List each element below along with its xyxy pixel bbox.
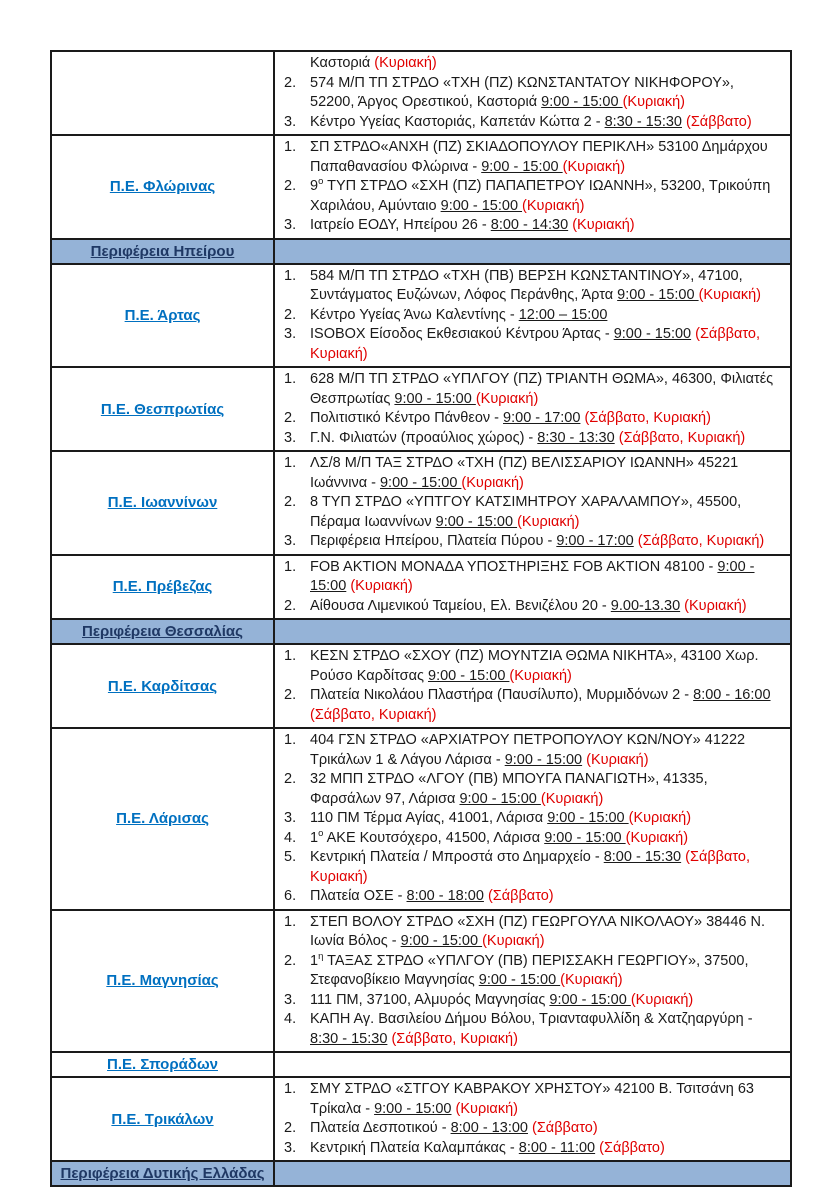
item-number: 3. — [284, 113, 297, 130]
locations-cell — [275, 452, 790, 554]
region-cell — [52, 136, 275, 238]
item-text: Περιφέρεια Ηπείρου, Πλατεία Πύρου - 9:00 - 17:00 (Σάββατο, Κυριακή) — [310, 533, 765, 549]
list-item — [275, 991, 782, 1011]
locations-cell — [275, 1053, 790, 1076]
band-empty-cell — [275, 620, 790, 643]
table-row — [52, 1051, 790, 1076]
locations-cell — [275, 368, 790, 450]
table-row — [52, 450, 790, 554]
item-number: 2. — [284, 410, 297, 426]
list-item — [275, 1139, 782, 1159]
region-cell — [52, 645, 275, 727]
region-label: Π.Ε. Λάρισας — [116, 810, 209, 828]
item-number: 1. — [284, 648, 297, 664]
locations-cell — [275, 265, 790, 367]
item-number: 2. — [284, 597, 297, 614]
list-item — [275, 532, 782, 552]
region-cell — [52, 368, 275, 450]
item-number: 1. — [284, 732, 297, 748]
list-item — [275, 848, 782, 887]
item-number: 2. — [284, 494, 297, 510]
region-band-label: Περιφέρεια Ηπείρου — [90, 242, 235, 260]
region-band-label: Περιφέρεια Θεσσαλίας — [82, 623, 243, 640]
table-row — [52, 554, 790, 619]
band-empty-cell — [275, 240, 790, 263]
table-row — [52, 643, 790, 727]
item-text: 574 Μ/Π ΤΠ ΣΤΡΔΟ «ΤΧΗ (ΠΖ) ΚΩΝΣΤΑΝΤΑΤΟΥ ΝΙΚΗΦΟΡΟΥ», 52200, Άργος Ορεστικού, Καστοριά 9:00 - 15:00 (Κυριακή) — [310, 74, 734, 110]
item-text: ΚΑΠΗ Αγ. Βασιλείου Δήμου Βόλου, Τριανταφυλλίδη & Χατζηαργύρη - 8:30 - 15:30 (Σάββατο, Κυριακή) — [310, 1011, 753, 1047]
list-item — [275, 409, 782, 429]
table-row — [52, 1076, 790, 1160]
item-number: 5. — [284, 849, 297, 865]
locations-cell — [275, 1078, 790, 1160]
region-label: Π.Ε. Θεσπρωτίας — [100, 400, 225, 418]
item-text: ISOBOX Είσοδος Εκθεσιακού Κέντρου Άρτας - 9:00 - 15:00 (Σάββατο, Κυριακή) — [310, 326, 760, 362]
item-number: 2. — [284, 178, 297, 194]
list-item — [275, 597, 782, 617]
list-item — [275, 267, 782, 306]
item-text: Πολιτιστικό Κέντρο Πάνθεον - 9:00 - 17:00 (Σάββατο, Κυριακή) — [310, 410, 711, 426]
list-item — [275, 731, 782, 770]
item-text: ΚΕΣΝ ΣΤΡΔΟ «ΣΧΟΥ (ΠΖ) ΜΟΥΝΤΖΙΑ ΘΩΜΑ ΝΙΚΗΤΑ», 43100 Χωρ. Ρούσο Καρδίτσας 9:00 - 15:00 (Κυριακή) — [310, 648, 759, 684]
item-number: 3. — [284, 326, 297, 342]
region-label: Π.Ε. Μαγνησίας — [106, 972, 219, 990]
table-row — [52, 727, 790, 909]
item-number: 4. — [284, 829, 297, 846]
item-text: 584 Μ/Π ΤΠ ΣΤΡΔΟ «ΤΧΗ (ΠΒ) ΒΕΡΣΗ ΚΩΝΣΤΑΝΤΙΝΟΥ», 47100, Συντάγματος Ευζώνων, Λόφος Περάνθης, Άρτα 9:00 - 15:00 (Κυριακή) — [310, 267, 762, 303]
table-row — [52, 52, 790, 134]
list-item — [275, 429, 782, 449]
region-label: Π.Ε. Σποράδων — [107, 1056, 218, 1073]
list-item — [275, 454, 782, 493]
item-text: $9^o$ ΤΥΠ ΣΤΡΔΟ «ΣΧΗ (ΠΖ) ΠΑΠΑΠΕΤΡΟΥ ΙΩΑΝΝΗ», 53200, Τρικούπη Χαριλάου, Αμύνταιο 9:00 - 15:00 (Κυριακή) — [310, 176, 771, 214]
item-text: Κεντρική Πλατεία Καλαμπάκας - 8:00 - 11:00 (Σάββατο) — [310, 1139, 665, 1156]
region-band-row — [52, 1160, 790, 1185]
list-item — [275, 138, 782, 177]
region-label: Π.Ε. Πρέβεζας — [112, 578, 213, 596]
item-number: 2. — [284, 952, 297, 969]
item-text: 110 ΠΜ Τέρμα Αγίας, 41001, Λάρισα 9:00 - 15:00 (Κυριακή) — [310, 810, 692, 826]
item-text: 628 Μ/Π ΤΠ ΣΤΡΔΟ «ΥΠΛΓΟΥ (ΠΖ) ΤΡΙΑΝΤΗ ΘΩΜΑ», 46300, Φιλιατές Θεσπρωτίας 9:00 - 15:00 (Κυριακή) — [310, 371, 774, 407]
locations-cell — [275, 136, 790, 238]
item-text: FOB AKTION ΜΟΝΑΔΑ ΥΠΟΣΤΗΡΙΞΗΣ FOB AKTION 48100 - 9:00 - 15:00 (Κυριακή) — [310, 558, 755, 594]
locations-table — [50, 50, 792, 1187]
item-text: ΣΤΕΠ ΒΟΛΟΥ ΣΤΡΔΟ «ΣΧΗ (ΠΖ) ΓΕΩΡΓΟΥΛΑ ΝΙΚΟΛΑΟΥ» 38446 Ν. Ιωνία Βόλος - 9:00 - 15:00 (Κυριακή) — [310, 913, 765, 949]
region-cell — [52, 911, 275, 1052]
region-cell — [52, 1078, 275, 1160]
table-row — [52, 263, 790, 367]
list-item — [275, 325, 782, 364]
region-band-row — [52, 618, 790, 643]
list-item — [275, 370, 782, 409]
item-text: ΣΜΥ ΣΤΡΔΟ «ΣΤΓΟΥ ΚΑΒΡΑΚΟΥ ΧΡΗΣΤΟΥ» 42100 Β. Τσιτσάνη 63 Τρίκαλα - 9:00 - 15:00 (Κυριακή) — [310, 1081, 754, 1117]
region-cell — [52, 52, 275, 134]
list-item — [275, 74, 782, 113]
band-label-cell — [52, 1162, 275, 1185]
region-cell — [52, 265, 275, 367]
item-text: Πλατεία Νικολάου Πλαστήρα (Παυσίλυπο), Μυρμιδόνων 2 - 8:00 - 16:00 (Σάββατο, Κυριακή) — [310, 687, 771, 723]
region-label: Π.Ε. Ιωαννίνων — [107, 494, 218, 512]
band-label-cell — [52, 620, 275, 643]
item-number: 3. — [284, 1139, 297, 1156]
locations-cell — [275, 645, 790, 727]
list-item — [275, 113, 782, 133]
table-row — [52, 909, 790, 1052]
item-text: $1^\eta$ ΤΑΞΑΣ ΣΤΡΔΟ «ΥΠΛΓΟΥ (ΠΒ) ΠΕΡΙΣΣΑΚΗ ΓΕΩΡΓΙΟΥ», 37500, Στεφανοβίκειο Μαγνησίας 9:00 - 15:00 (Κυριακή) — [310, 950, 749, 988]
list-item — [275, 177, 782, 216]
list-item — [275, 558, 782, 597]
item-number: 3. — [284, 533, 297, 549]
item-number: 2. — [284, 771, 297, 787]
region-label: Π.Ε. Τρικάλων — [111, 1110, 214, 1128]
region-band-row — [52, 238, 790, 263]
locations-cell — [275, 729, 790, 909]
locations-cell — [275, 911, 790, 1052]
list-item — [275, 809, 782, 829]
table-row — [52, 366, 790, 450]
list-item — [275, 686, 782, 725]
region-label: Π.Ε. Άρτας — [124, 306, 201, 324]
item-text: Κέντρο Υγείας Άνω Καλεντίνης - 12:00 – 15:00 — [310, 306, 608, 323]
item-number: 3. — [284, 429, 297, 446]
item-number: 1. — [284, 455, 297, 471]
list-item — [275, 829, 782, 849]
list-item — [275, 1119, 782, 1139]
item-text: ΛΣ/8 Μ/Π ΤΑΞ ΣΤΡΔΟ «ΤΧΗ (ΠΖ) ΒΕΛΙΣΣΑΡΙΟΥ ΙΩΑΝΝΗ» 45221 Ιωάννινα - 9:00 - 15:00 (Κυριακή) — [310, 455, 739, 491]
item-text: Πλατεία Δεσποτικού - 8:00 - 13:00 (Σάββατο) — [310, 1120, 598, 1136]
item-text: Κέντρο Υγείας Καστοριάς, Καπετάν Κώττα 2 - 8:30 - 15:30 (Σάββατο) — [310, 113, 752, 130]
item-text: ΣΠ ΣΤΡΔΟ«ΑΝΧΗ (ΠΖ) ΣΚΙΑΔΟΠΟΥΛΟΥ ΠΕΡΙΚΛΗ» 53100 Δημάρχου Παπαθανασίου Φλώρινα - 9:00 - 15:00 (Κυριακή) — [310, 139, 768, 175]
region-cell — [52, 452, 275, 554]
item-number: 4. — [284, 1011, 297, 1027]
item-text: Κεντρική Πλατεία / Μπροστά στο Δημαρχείο - 8:00 - 15:30 (Σάββατο, Κυριακή) — [310, 849, 751, 885]
item-text: 32 ΜΠΠ ΣΤΡΔΟ «ΛΓΟΥ (ΠΒ) ΜΠΟΥΓΑ ΠΑΝΑΓΙΩΤΗ», 41335, Φαρσάλων 97, Λάρισα 9:00 - 15:00 (Κυριακή) — [310, 771, 708, 807]
list-item — [275, 770, 782, 809]
item-number: 1. — [284, 139, 297, 155]
item-number: 2. — [284, 306, 297, 323]
list-item — [275, 493, 782, 532]
item-number: 6. — [284, 888, 297, 904]
item-text: Γ.Ν. Φιλιατών (προαύλιος χώρος) - 8:30 - 13:30 (Σάββατο, Κυριακή) — [310, 429, 746, 446]
list-item — [275, 216, 782, 236]
region-cell — [52, 1053, 275, 1076]
item-number: 1. — [284, 1081, 297, 1097]
band-empty-cell — [275, 1162, 790, 1185]
region-label: Π.Ε. Καρδίτσας — [107, 677, 218, 695]
locations-cell — [275, 52, 790, 134]
item-number: 3. — [284, 991, 297, 1008]
list-item — [275, 952, 782, 991]
table-row — [52, 134, 790, 238]
item-text: 404 ΓΣΝ ΣΤΡΔΟ «ΑΡΧΙΑΤΡΟΥ ΠΕΤΡΟΠΟΥΛΟΥ ΚΩΝ/ΝΟΥ» 41222 Τρικάλων 1 & Λάγου Λάρισα - 9:00 - 15:00 (Κυριακή) — [310, 732, 746, 768]
item-text: Καστοριά (Κυριακή) — [310, 55, 437, 71]
band-label-cell — [52, 240, 275, 263]
locations-cell — [275, 556, 790, 619]
item-number: 2. — [284, 1120, 297, 1136]
item-text: $1^o$ ΑΚΕ Κουτσόχερο, 41500, Λάρισα 9:00 - 15:00 (Κυριακή) — [310, 827, 689, 846]
region-cell — [52, 556, 275, 619]
item-text: Πλατεία ΟΣΕ - 8:00 - 18:00 (Σάββατο) — [310, 888, 554, 904]
item-text: Αίθουσα Λιμενικού Ταμείου, Ελ. Βενιζέλου 20 - 9.00-13.30 (Κυριακή) — [310, 597, 747, 614]
item-number: 1. — [284, 371, 297, 387]
item-text: 8 ΤΥΠ ΣΤΡΔΟ «ΥΠΤΓΟΥ ΚΑΤΣΙΜΗΤΡΟΥ ΧΑΡΑΛΑΜΠΟΥ», 45500, Πέραμα Ιωαννίνων 9:00 - 15:00 (Κυριακή) — [310, 494, 742, 530]
list-item — [275, 887, 782, 907]
list-item — [275, 306, 782, 326]
item-number: 2. — [284, 74, 297, 91]
list-item — [275, 1010, 782, 1049]
region-label: Π.Ε. Φλώρινας — [109, 178, 216, 196]
list-item — [275, 913, 782, 952]
item-number: 1. — [284, 913, 297, 930]
region-band-label: Περιφέρεια Δυτικής Ελλάδας — [60, 1165, 265, 1182]
list-item — [275, 54, 782, 74]
list-item — [275, 1080, 782, 1119]
item-number: 1. — [284, 267, 297, 284]
list-item — [275, 647, 782, 686]
item-number: 1. — [284, 558, 297, 575]
item-text: Ιατρείο ΕΟΔΥ, Ηπείρου 26 - 8:00 - 14:30 (Κυριακή) — [310, 217, 635, 233]
item-number: 2. — [284, 687, 297, 703]
region-cell — [52, 729, 275, 909]
item-number: 3. — [284, 810, 297, 826]
item-text: 111 ΠΜ, 37100, Αλμυρός Μαγνησίας 9:00 - 15:00 (Κυριακή) — [310, 991, 694, 1008]
item-number: 3. — [284, 217, 297, 233]
